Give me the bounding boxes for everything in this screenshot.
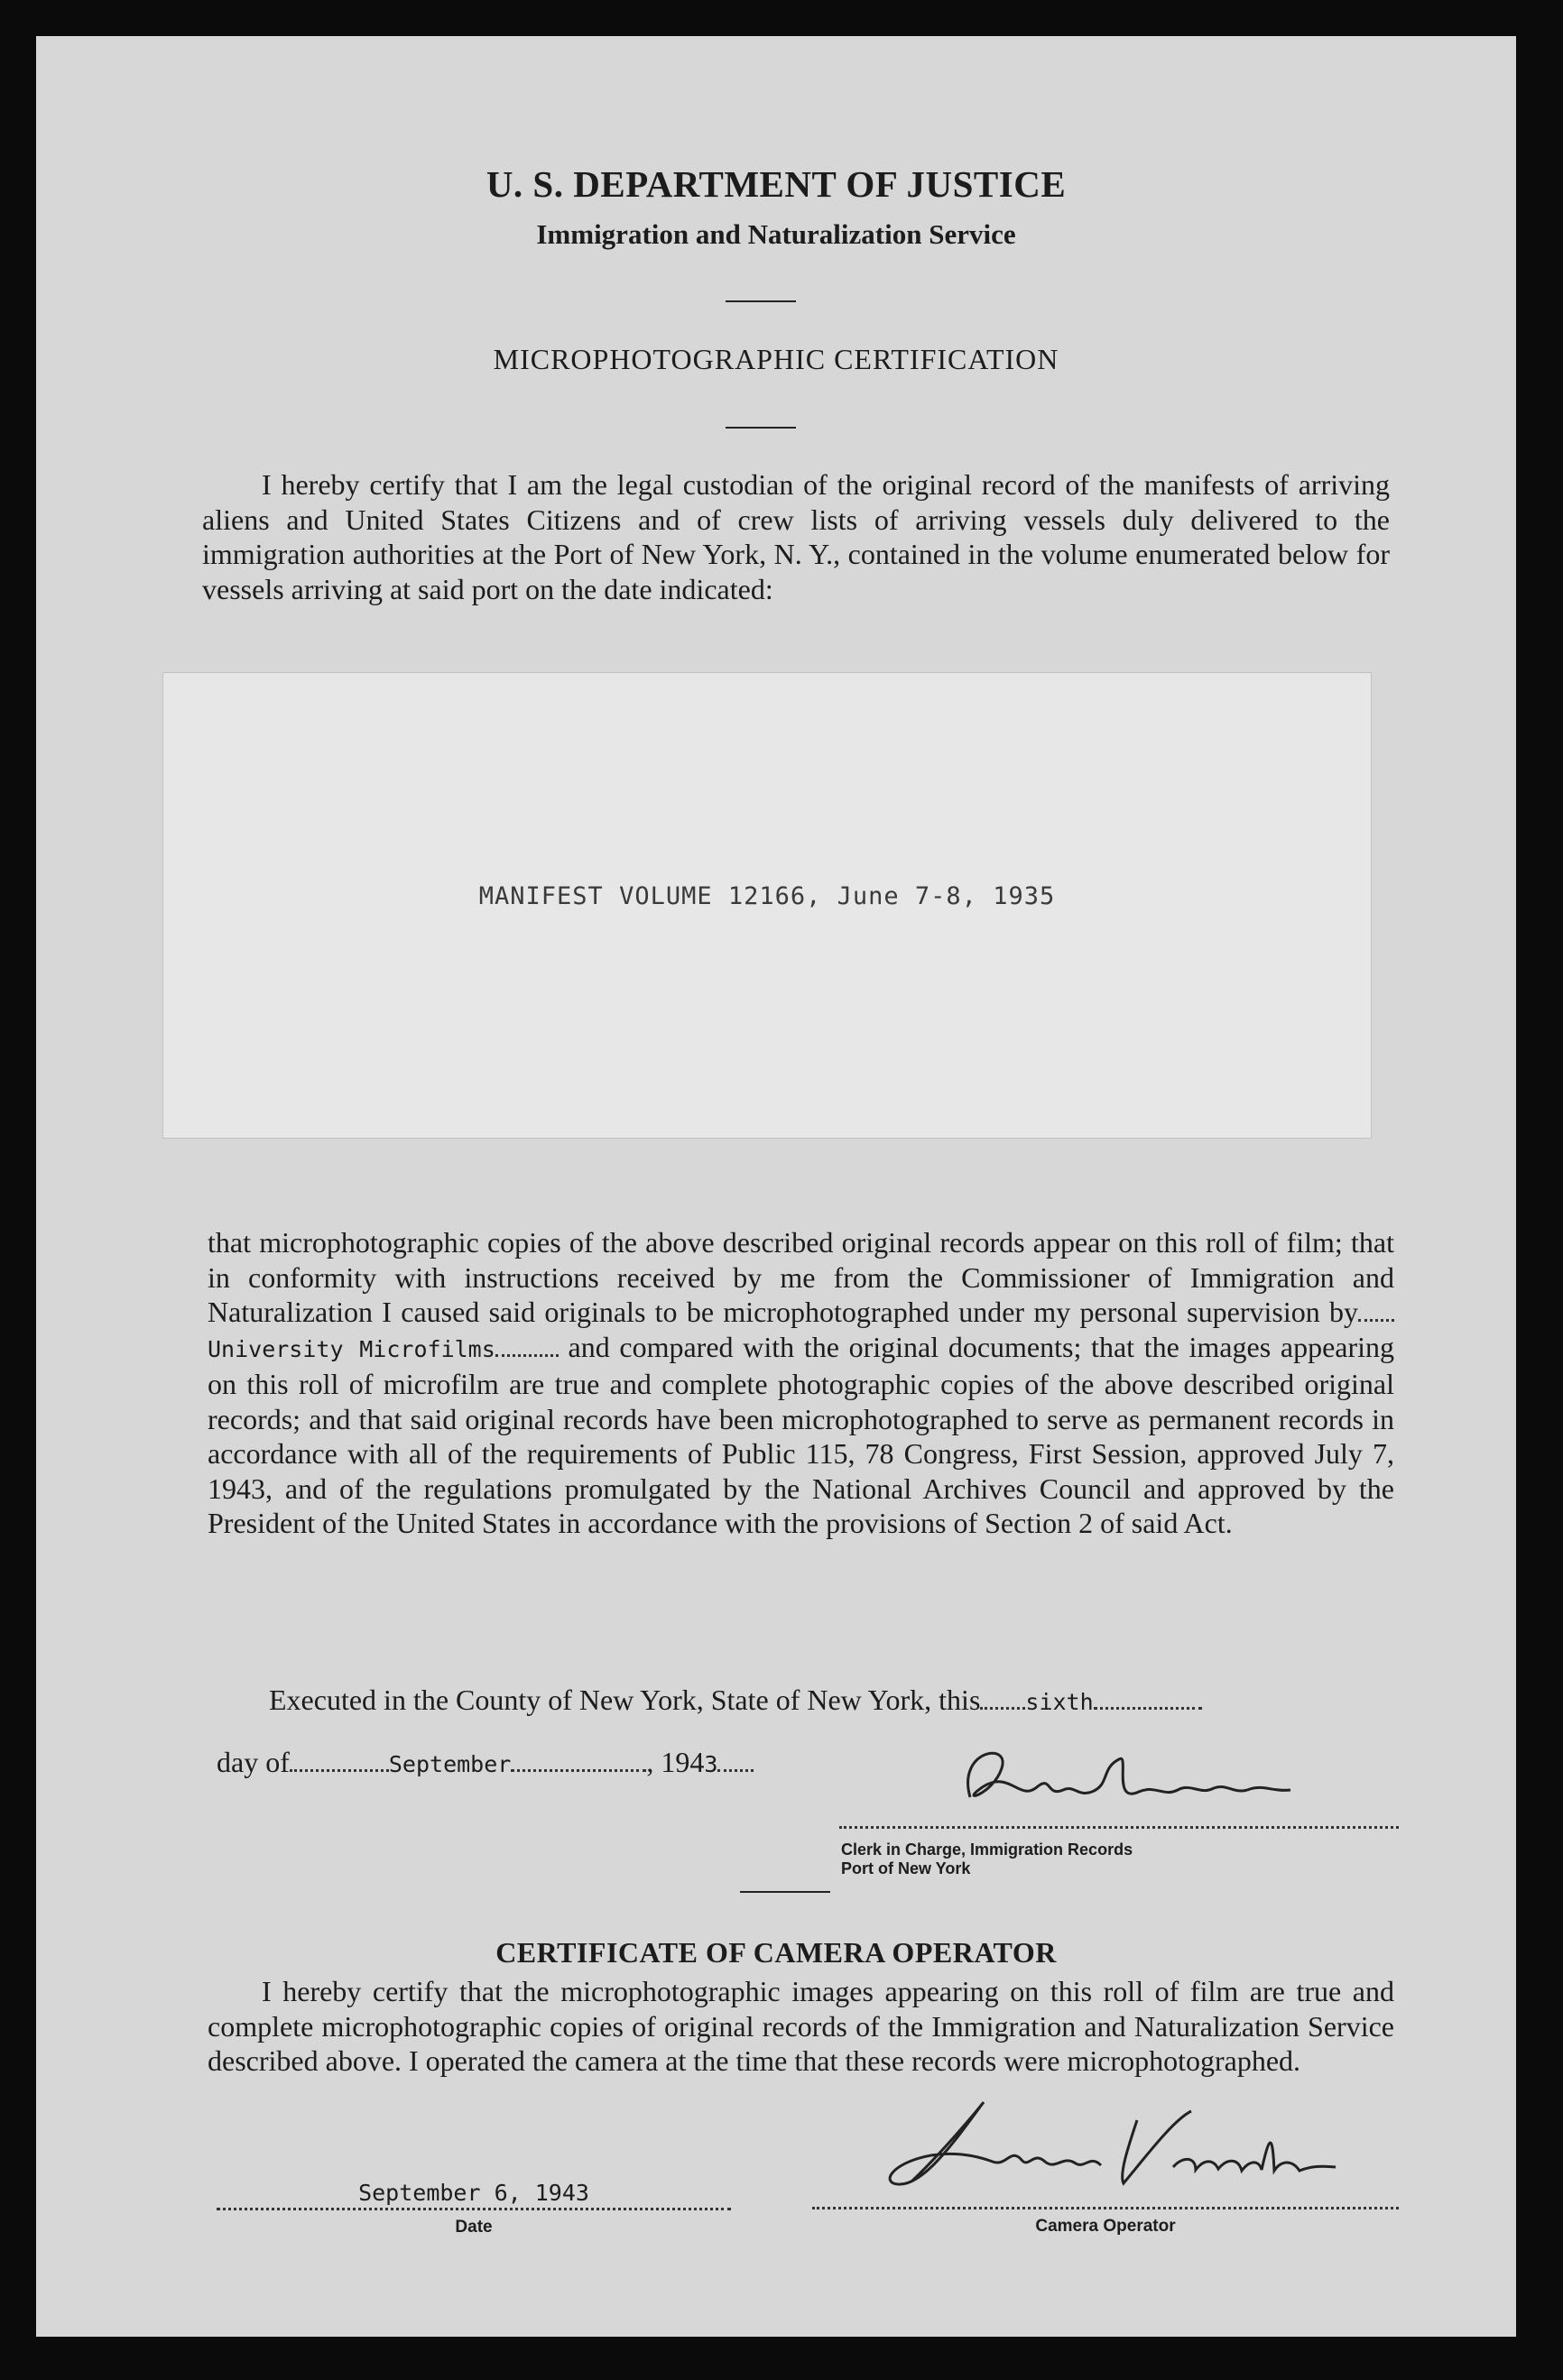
day-of-label: day of xyxy=(217,1746,290,1778)
photographer-fill: University Microfilms xyxy=(208,1335,495,1362)
dotted-leader xyxy=(1094,1702,1202,1710)
executed-day-fill: sixth xyxy=(1025,1689,1094,1715)
service-subheading: Immigration and Naturalization Service xyxy=(536,218,1016,250)
manifest-volume-label: MANIFEST VOLUME 12166, June 7-8, 1935 xyxy=(478,882,1056,910)
camera-operator-paragraph: I hereby certify that the microphotographic images appearing on this roll of film are true and complete microphotographic copies of original records of the Immigration and Naturalization Service described above. I operated the camera at the time that these records were microphotographed. xyxy=(208,1975,1394,2077)
month-fill: September xyxy=(388,1751,512,1777)
camera-operator-signature xyxy=(848,2084,1354,2201)
dotted-leader xyxy=(1358,1314,1394,1322)
certification-title: MICROPHOTOGRAPHIC CERTIFICATION xyxy=(493,343,1059,375)
clerk-signature xyxy=(902,1732,1354,1831)
clerk-title-line1: Clerk in Charge, Immigration Records xyxy=(841,1840,1133,1859)
day-of-line xyxy=(217,1746,754,1779)
date-label: Date xyxy=(455,2218,493,2237)
year-digit-fill: 3 xyxy=(704,1751,718,1777)
date-block xyxy=(217,2180,731,2237)
executed-prefix: Executed in the County of New York, State of New York, this xyxy=(269,1684,981,1716)
camera-operator-certificate-title: CERTIFICATE OF CAMERA OPERATOR xyxy=(495,1936,1057,1969)
dotted-leader xyxy=(511,1764,646,1772)
date-line xyxy=(217,2180,731,2210)
manifest-label-box xyxy=(162,672,1372,1139)
operator-signature-line xyxy=(812,2201,1399,2209)
dotted-leader xyxy=(290,1764,389,1772)
divider xyxy=(740,1891,830,1893)
body-paragraph xyxy=(208,1225,1394,1541)
clerk-title xyxy=(841,1840,1133,1878)
dotted-leader xyxy=(495,1349,559,1357)
camera-date-fill: September 6, 1943 xyxy=(358,2180,589,2206)
executed-line xyxy=(269,1684,1202,1717)
body-text-start: that microphotographic copies of the above described original records appear on this roll of film; that in conformity with instructions received by me from the Commissioner of Immigration and Naturalization I caused said originals to be microphotographed under my personal supervision by xyxy=(208,1226,1394,1328)
document-page xyxy=(36,36,1516,2337)
department-heading: U. S. DEPARTMENT OF JUSTICE xyxy=(486,163,1067,205)
dotted-leader xyxy=(980,1702,1025,1710)
divider xyxy=(726,300,796,302)
operator-label: Camera Operator xyxy=(1035,2217,1176,2236)
body-text-end: and compared with the original documents; that the images appearing on this roll of microfilm are true and complete photographic copies of the above described original records; and that said original records have been microphotographed to serve as permanent records in accordance with all of the requirements of Public 115, 78 Congress, First Session, approved July 7, 1943, and of the regulations promulgated by the National Archives Council and approved by the President of the United States in accordance with the provisions of Section 2 of said Act. xyxy=(208,1330,1395,1539)
intro-paragraph: I hereby certify that I am the legal custodian of the original record of the manifests of arriving aliens and United States Citizens and of crew lists of arriving vessels duly delivered to the immigration authorities at the Port of New York, N. Y., contained in the volume enumerated below for vessels arriving at said port on the date indicated: xyxy=(202,468,1390,605)
clerk-signature-line xyxy=(839,1826,1399,1829)
divider xyxy=(726,427,796,429)
year-prefix: , 194 xyxy=(646,1746,705,1778)
dotted-leader xyxy=(717,1764,754,1772)
operator-block xyxy=(812,2201,1399,2237)
clerk-title-line2: Port of New York xyxy=(841,1859,971,1877)
